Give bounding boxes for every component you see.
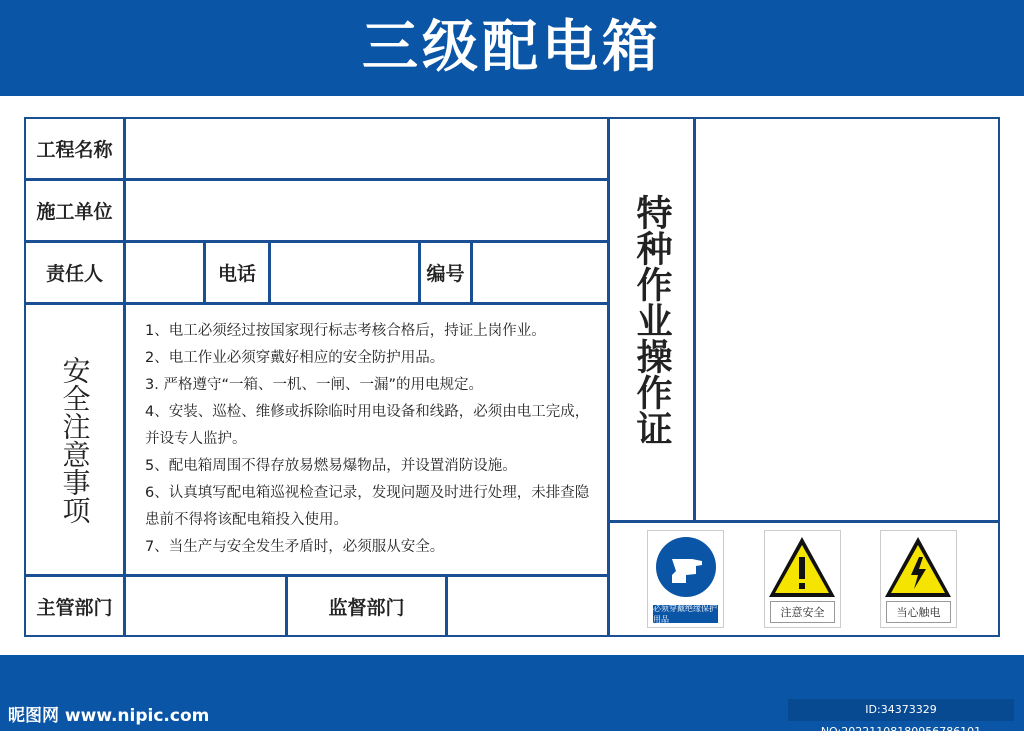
label-project-name: 工程名称 (24, 117, 125, 180)
label-number: 编号 (419, 241, 472, 304)
safety-rules (145, 318, 595, 561)
cert-photo-area[interactable] (694, 117, 1000, 522)
safety-title: 安全注意事项 (24, 303, 125, 576)
rule-item: 6、认真填写配电箱巡视检查记录，发现问题及时进行处理，未排查隐患前不得将该配电箱投入使用。 (145, 485, 590, 528)
construction-unit-field[interactable] (124, 179, 609, 242)
label-phone: 电话 (204, 241, 270, 304)
watermark-logo: 昵图网 www.nipic.com (8, 706, 210, 726)
rule-item: 1、电工必须经过按国家现行标志考核合格后，持证上岗作业。 (145, 323, 546, 339)
label-supervisor-dept: 主管部门 (24, 575, 125, 637)
warning-icon (765, 531, 840, 601)
supervisor-dept-field[interactable] (124, 575, 287, 637)
sign-caution (764, 530, 841, 628)
responsible-field[interactable] (124, 241, 205, 304)
footer (0, 655, 1024, 738)
rule-item: 7、当生产与安全发生矛盾时，必须服从安全。 (145, 539, 445, 555)
label-responsible: 责任人 (24, 241, 125, 304)
sign-insulation (647, 530, 724, 628)
image-id: ID:34373329 NO:20221108180956786101 (788, 699, 1014, 721)
rule-item: 3. 严格遵守“一箱、一机、一闸、一漏”的用电规定。 (145, 377, 483, 393)
sign-caption: 当心触电 (886, 601, 951, 623)
label-construction-unit: 施工单位 (24, 179, 125, 242)
rule-item: 4、安装、巡检、维修或拆除临时用电设备和线路，必须由电工完成，并设专人监护。 (145, 404, 590, 447)
sign-caption: 必须穿戴绝缘保护用品 (653, 604, 717, 624)
phone-field[interactable] (269, 241, 420, 304)
project-name-field[interactable] (124, 117, 609, 180)
monitor-dept-field[interactable] (446, 575, 609, 637)
sign-shock (880, 530, 957, 628)
rule-item: 5、配电箱周围不得存放易燃易爆物品，并设置消防设施。 (145, 458, 517, 474)
special-cert-title: 特种作业操作证 (608, 117, 695, 522)
insulation-gloves-icon (648, 531, 723, 606)
number-field[interactable] (471, 241, 609, 304)
label-monitor-dept: 监督部门 (286, 575, 447, 637)
page-title: 三级配电箱 (0, 0, 1024, 96)
rule-item: 2、电工作业必须穿戴好相应的安全防护用品。 (145, 350, 445, 366)
sign-caption: 注意安全 (770, 601, 835, 623)
electric-shock-icon (881, 531, 956, 601)
